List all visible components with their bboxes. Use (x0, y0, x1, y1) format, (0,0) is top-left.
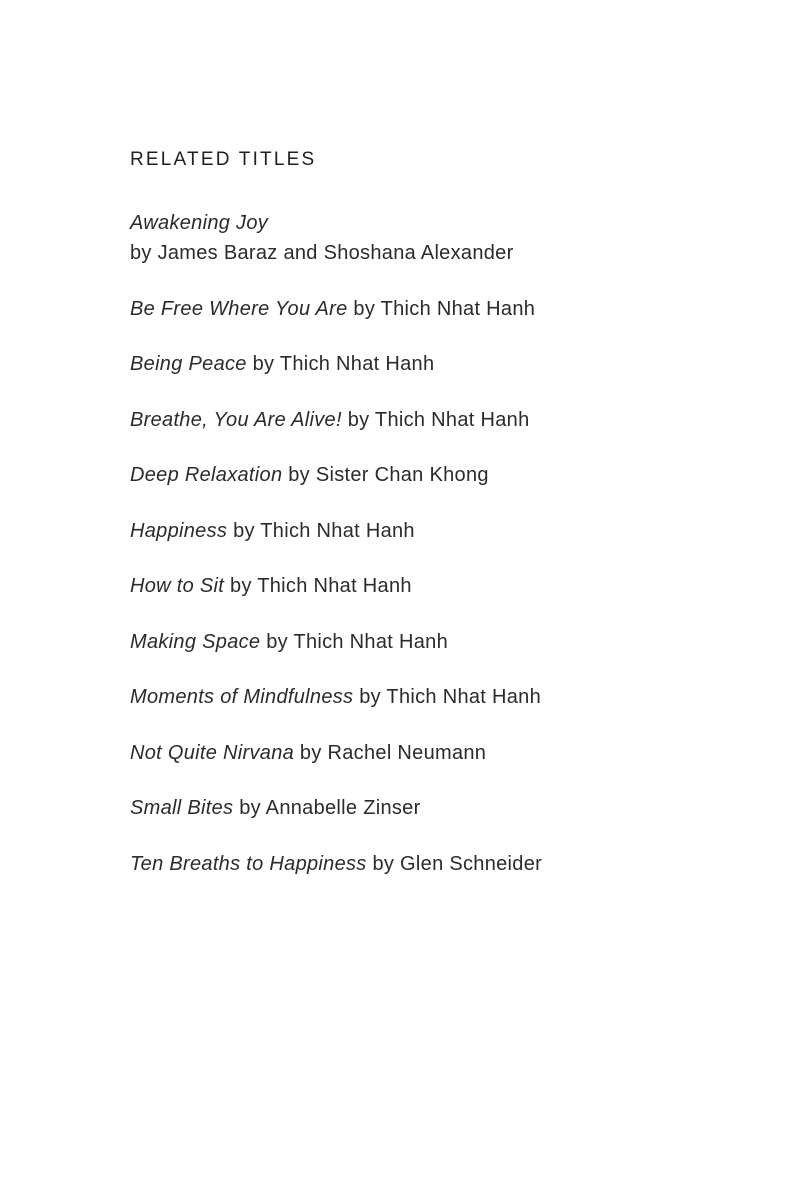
book-title: Making Space (130, 630, 261, 653)
book-author: by Thich Nhat Hanh (230, 575, 412, 597)
book-title: Not Quite Nirvana (130, 741, 295, 764)
book-title: Small Bites (130, 797, 234, 819)
book-author: by Thich Nhat Hanh (233, 519, 415, 542)
book-title: How to Sit (130, 575, 225, 597)
list-item (130, 738, 750, 768)
list-item (130, 849, 750, 879)
list-item (130, 349, 750, 379)
book-author: by Thich Nhat Hanh (359, 686, 542, 708)
book-title: Being Peace (130, 353, 247, 375)
list-item (130, 460, 750, 490)
list-item (130, 571, 750, 601)
list-item (130, 516, 750, 546)
book-author: by Thich Nhat Hanh (266, 630, 448, 653)
related-titles-list (130, 208, 750, 879)
book-title: Happiness (130, 519, 228, 542)
related-titles-page (130, 148, 750, 904)
book-title: Ten Breaths to Happiness (130, 852, 367, 875)
book-author: by Rachel Neumann (299, 741, 487, 764)
list-item (130, 682, 750, 712)
list-item (130, 405, 750, 435)
book-title: Moments of Mindfulness (130, 686, 354, 708)
book-author: by James Baraz and Shoshana Alexander (130, 242, 514, 264)
book-author: by Sister Chan Khong (288, 464, 489, 486)
book-author: by Glen Schneider (372, 852, 543, 875)
page-heading: RELATED TITLES (130, 149, 317, 170)
book-author: by Annabelle Zinser (239, 797, 421, 819)
book-title: Be Free Where You Are (130, 297, 348, 320)
list-item (130, 627, 750, 657)
book-author: by Thich Nhat Hanh (353, 297, 536, 320)
list-item (130, 294, 750, 324)
book-author: by Thich Nhat Hanh (252, 353, 435, 375)
list-item (130, 208, 750, 268)
book-title: Deep Relaxation (130, 464, 283, 486)
book-author: by Thich Nhat Hanh (347, 408, 530, 431)
list-item (130, 793, 750, 823)
book-title: Breathe, You Are Alive! (130, 408, 342, 431)
book-title: Awakening Joy (130, 212, 269, 234)
